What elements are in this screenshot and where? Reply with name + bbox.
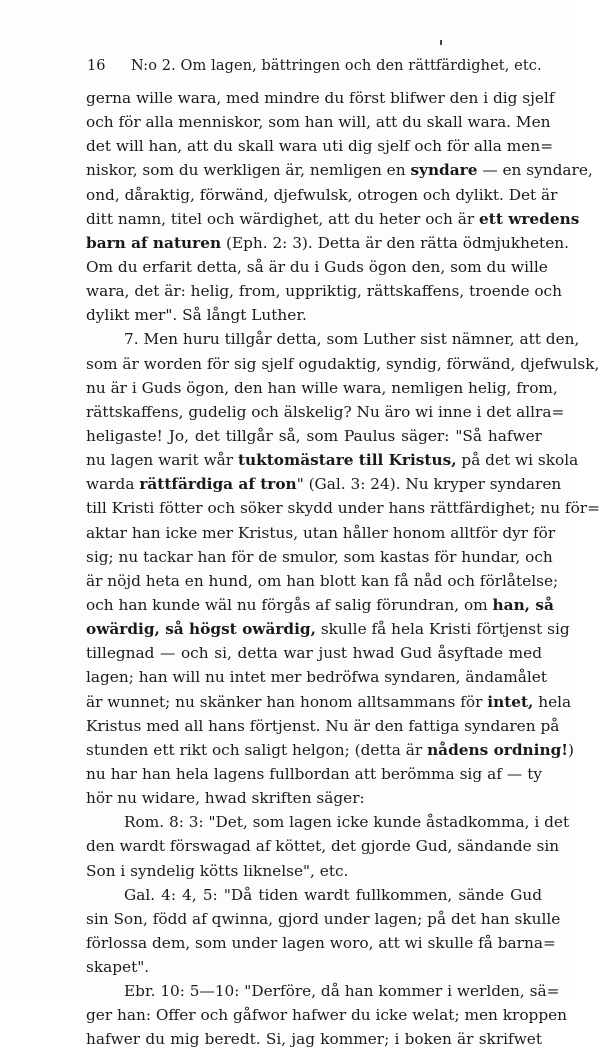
- text-segment: nu lagen warit wår: [86, 451, 238, 470]
- text-line: [86, 424, 542, 448]
- text-segment: sin Son, född af qwinna, gjord under lagen; på det han skulle: [86, 909, 561, 928]
- text-segment: till Kristi fötter och söker skydd under hans rättfärdighet; nu för=: [86, 499, 600, 518]
- text-line: [86, 569, 559, 593]
- text-segment: skulle få hela Kristi förtjenst sig: [315, 620, 570, 639]
- text-line: [86, 1003, 568, 1027]
- text-segment: heligaste! Jo, det tillgår så, som Paulus säger: "Så hafwer: [86, 426, 542, 445]
- text-line: [86, 448, 579, 472]
- emphasized-text: nådens ordning!: [427, 740, 569, 759]
- text-segment: det will han, att du skall wara uti dig sjelf och för alla men=: [86, 137, 554, 156]
- text-line: [86, 376, 558, 400]
- text-line: [86, 738, 574, 762]
- text-line: [86, 714, 560, 738]
- text-line: [86, 496, 600, 520]
- emphasized-text: ett wredens: [479, 209, 580, 228]
- text-segment: ditt namn, titel och wärdighet, att du heter och är: [86, 209, 480, 228]
- text-segment: ): [568, 740, 574, 759]
- emphasized-text: rättfärdiga af tron: [139, 475, 297, 494]
- text-line: [86, 931, 556, 955]
- text-segment: stunden ett rikt och saligt helgon; (detta är: [86, 740, 428, 759]
- text-segment: hör nu widare, hwad skriften säger:: [86, 789, 365, 808]
- text-segment: — en syndare,: [477, 161, 593, 180]
- text-line: [86, 955, 542, 979]
- running-title: N:o 2. Om lagen, bättringen och den rättfärdighet, etc.: [131, 58, 542, 74]
- text-segment: Gal. 4: 4, 5: "Då tiden wardt fullkommen, sände Gud: [124, 885, 542, 904]
- text-segment: tillegnad — och si, detta war just hwad Gud åsyftade med: [86, 644, 542, 663]
- text-segment: är wunnet; nu skänker han honom alltsammans för: [86, 692, 488, 711]
- text-segment: aktar han icke mer Kristus, utan håller honom alltför dyr för: [86, 523, 556, 542]
- text-segment: warda: [86, 475, 140, 494]
- text-line: [86, 834, 560, 858]
- page-number: 16: [87, 58, 106, 74]
- text-segment: Om du erfarit detta, så är du i Guds ögon den, som du wille: [86, 257, 548, 276]
- text-segment: är nöjd heta en hund, om han blott kan få nåd och förlåtelse;: [86, 571, 559, 590]
- print-mark: [440, 40, 442, 45]
- text-line: [86, 665, 547, 689]
- text-line: [86, 158, 593, 182]
- text-segment: lagen; han will nu intet mer bedröfwa syndaren, ändamålet: [86, 668, 547, 687]
- text-segment: förlossa dem, som under lagen woro, att wi skulle få barna=: [86, 933, 556, 952]
- text-line: [86, 762, 542, 786]
- text-line: [86, 303, 542, 327]
- text-line: [86, 593, 554, 617]
- text-segment: skapet".: [86, 958, 150, 977]
- emphasized-text: owärdig, så högst owärdig,: [86, 620, 316, 639]
- text-line: [86, 183, 558, 207]
- running-header: [87, 56, 542, 76]
- emphasized-text: syndare: [410, 161, 478, 180]
- text-line: [86, 859, 542, 883]
- text-line: [86, 327, 580, 351]
- text-line: [86, 641, 542, 665]
- text-segment: Kristus med all hans förtjenst. Nu är den fattiga syndaren på: [86, 716, 560, 735]
- body-text: [86, 86, 600, 1052]
- text-segment: wara, det är: helig, from, uppriktig, rättskaffens, troende och: [86, 282, 562, 301]
- emphasized-text: intet,: [487, 692, 534, 711]
- text-segment: dylikt mer". Så långt Luther.: [86, 306, 307, 325]
- text-line: [86, 400, 565, 424]
- text-segment: sig; nu tackar han för de smulor, som kastas för hundar, och: [86, 547, 553, 566]
- text-segment: ger han: Offer och gåfwor hafwer du icke welat; men kroppen: [86, 1006, 568, 1025]
- text-segment: hela: [533, 692, 572, 711]
- text-segment: gerna wille wara, med mindre du först blifwer den i dig sjelf: [86, 89, 555, 107]
- text-segment: Ebr. 10: 5—10: "Derföre, då han kommer i werlden, sä=: [124, 982, 560, 1001]
- text-segment: Rom. 8: 3: "Det, som lagen icke kunde åstadkomma, i det: [124, 813, 570, 832]
- text-line: [86, 134, 554, 158]
- text-line: [86, 979, 560, 1003]
- text-line: [86, 690, 572, 714]
- text-line: [86, 279, 562, 303]
- text-line: [86, 110, 551, 134]
- text-segment: " (Gal. 3: 24). Nu kryper syndaren: [296, 475, 562, 494]
- text-line: [86, 231, 569, 255]
- text-segment: (Eph. 2: 3). Detta är den rätta ödmjukheten.: [221, 233, 569, 252]
- emphasized-text: han, så: [492, 595, 554, 614]
- text-line: [86, 255, 548, 279]
- text-segment: den wardt förswagad af köttet, det gjorde Gud, sändande sin: [86, 837, 560, 856]
- text-line: [86, 86, 555, 110]
- emphasized-text: barn af naturen: [86, 233, 222, 252]
- text-line: [86, 545, 553, 569]
- text-line: [86, 786, 542, 810]
- text-line: [86, 1027, 542, 1051]
- text-segment: Son i syndelig kötts liknelse", etc.: [86, 861, 349, 880]
- text-line: [86, 810, 570, 834]
- text-line: [86, 617, 570, 641]
- text-segment: rättskaffens, gudelig och älskelig? Nu äro wi inne i det allra=: [86, 402, 565, 421]
- text-line: [86, 207, 580, 231]
- text-line: [86, 521, 556, 545]
- text-segment: nu är i Guds ögon, den han wille wara, nemligen helig, from,: [86, 378, 558, 397]
- text-line: [86, 907, 561, 931]
- text-line: [86, 472, 562, 496]
- text-segment: som är worden för sig sjelf ogudaktig, syndig, förwänd, djefwulsk,: [86, 354, 600, 373]
- emphasized-text: tuktomästare till Kristus,: [237, 451, 457, 470]
- text-segment: hafwer du mig beredt. Si, jag kommer; i boken är skrifwet: [86, 1030, 542, 1049]
- text-line: [86, 352, 600, 376]
- text-line: [86, 883, 542, 907]
- text-segment: nu har han hela lagens fullbordan att berömma sig af — ty: [86, 764, 542, 783]
- text-segment: och för alla menniskor, som han will, att du skall wara. Men: [86, 113, 551, 132]
- text-segment: niskor, som du werkligen är, nemligen en: [86, 161, 411, 180]
- text-segment: 7. Men huru tillgår detta, som Luther sist nämner, att den,: [124, 330, 580, 349]
- text-segment: på det wi skola: [456, 451, 579, 470]
- text-segment: och han kunde wäl nu förgås af salig förundran, om: [86, 595, 493, 614]
- text-segment: ond, dåraktig, förwänd, djefwulsk, otrogen och dylikt. Det är: [86, 185, 558, 204]
